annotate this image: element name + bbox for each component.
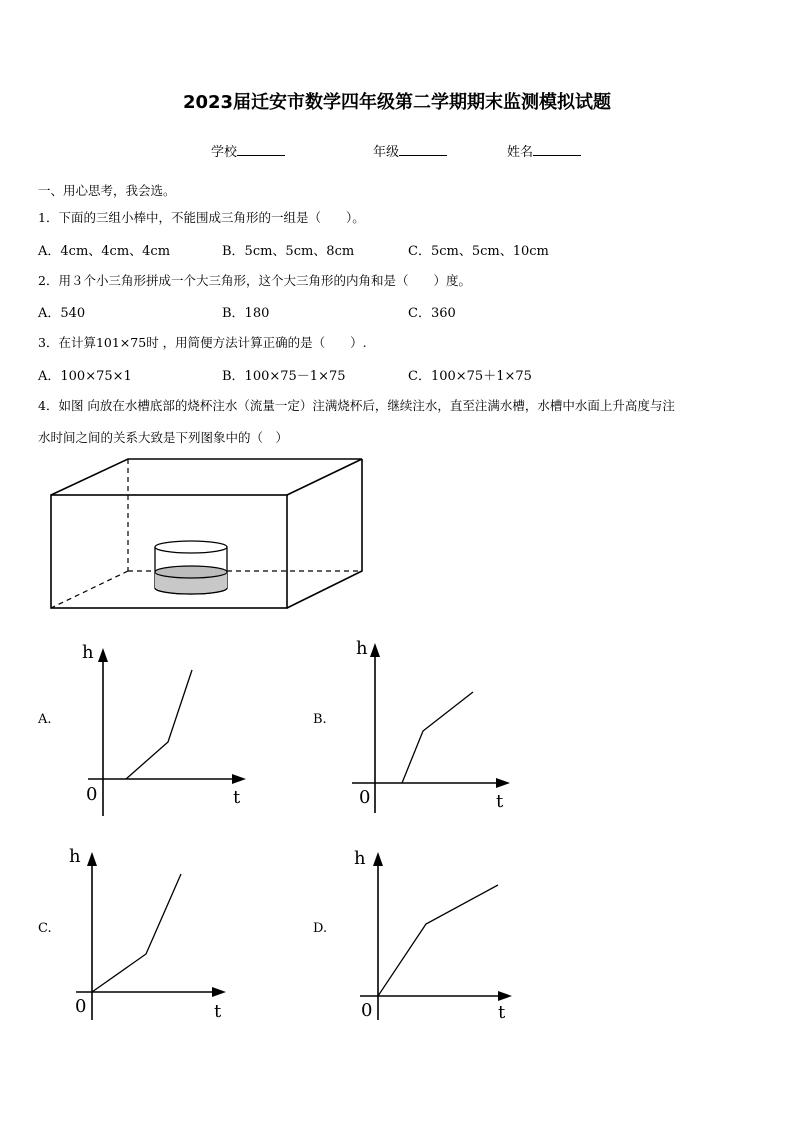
q3-option-b: B．100×75－1×75 <box>222 369 346 384</box>
graph-d-t-label: t <box>498 1002 506 1023</box>
q2-option-c: C．360 <box>408 306 456 321</box>
grade-blank <box>399 143 447 156</box>
q1-option-a: A．4cm、4cm、4cm <box>38 244 171 259</box>
graph-d <box>352 844 532 1024</box>
graph-a-t-label: t <box>233 787 241 808</box>
q2-option-b: B．180 <box>222 306 270 321</box>
beaker-rim <box>155 541 227 553</box>
name-field <box>507 141 581 160</box>
graph-a-curve <box>126 670 192 779</box>
graph-d-y-arrow <box>373 852 383 866</box>
graph-b-t-label: t <box>496 791 504 812</box>
graph-a-x-arrow <box>232 774 246 784</box>
graph-a-h-label: h <box>82 642 94 663</box>
school-label: 学校 <box>211 145 238 160</box>
graph-b-y-arrow <box>370 643 380 657</box>
graph-d-x-arrow <box>498 991 512 1001</box>
graph-c-label: C. <box>38 921 52 936</box>
q2-option-a: A．540 <box>38 306 86 321</box>
graph-b-origin: 0 <box>359 787 371 808</box>
graph-b-x-arrow <box>496 778 510 788</box>
grade-label: 年级 <box>373 145 400 160</box>
q3-option-c: C．100×75＋1×75 <box>408 369 532 384</box>
graph-a-origin: 0 <box>86 784 98 805</box>
graph-a-y-arrow <box>98 648 108 662</box>
graph-d-label: D. <box>313 921 328 936</box>
graph-b-h-label: h <box>356 638 368 659</box>
q1-option-b: B．5cm、5cm、8cm <box>222 244 355 259</box>
graph-d-h-label: h <box>354 848 366 869</box>
name-blank <box>533 143 581 156</box>
tank-right-face <box>287 459 362 608</box>
question-2: 2．用３个小三角形拼成一个大三角形，这个大三角形的内角和是（ ）度。 <box>38 273 471 288</box>
question-4-line1: 4．如图 向放在水槽底部的烧杯注水（流量一定）注满烧杯后，继续注水，直至注满水槽，水槽中水面上升高度与注 <box>38 398 675 413</box>
graph-c-h-label: h <box>69 846 81 867</box>
q3-option-a: A．100×75×1 <box>38 369 132 384</box>
graph-b-curve <box>402 692 473 783</box>
name-label: 姓名 <box>507 145 534 160</box>
school-field <box>211 141 285 160</box>
graph-b <box>350 635 530 815</box>
school-blank <box>237 143 285 156</box>
question-1: 1．下面的三组小棒中，不能围成三角形的一组是（ ）。 <box>38 210 365 225</box>
question-4-line2: 水时间之间的关系大致是下列图象中的（ ） <box>38 430 289 445</box>
section-heading: 一、用心思考，我会选。 <box>38 183 176 198</box>
graph-a-label: A. <box>38 712 52 727</box>
tank-illustration <box>40 452 370 617</box>
q1-option-c: C．5cm、5cm、10cm <box>408 244 549 259</box>
graph-d-curve <box>378 885 498 996</box>
grade-field <box>373 141 447 160</box>
page-title: 2023届迁安市数学四年级第二学期期末监测模拟试题 <box>182 92 612 113</box>
graph-c-curve <box>92 874 181 992</box>
graph-c-t-label: t <box>214 1001 222 1022</box>
beaker <box>155 541 227 594</box>
graph-d-origin: 0 <box>361 1000 373 1021</box>
graph-c <box>66 844 246 1024</box>
question-3: 3．在计算101×75时 ，用简便方法计算正确的是（ ）. <box>38 335 367 350</box>
graph-c-x-arrow <box>212 987 226 997</box>
graph-c-origin: 0 <box>75 996 87 1017</box>
tank-top-face <box>51 459 362 495</box>
graph-c-y-arrow <box>87 852 97 866</box>
graph-b-label: B. <box>313 712 327 727</box>
graph-a <box>78 638 258 818</box>
tank-hidden-edge-depth <box>51 571 128 608</box>
